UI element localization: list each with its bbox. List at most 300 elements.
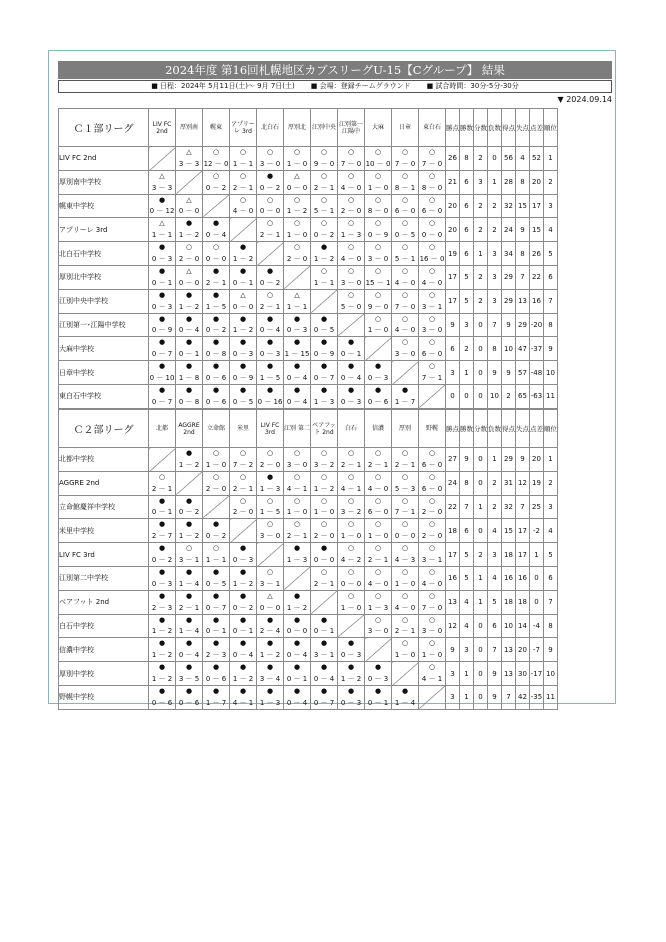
match-score: 0 － 7 <box>151 350 173 359</box>
result-mark: ○ <box>347 449 355 457</box>
result-mark: ○ <box>374 290 382 299</box>
match-result-cell <box>176 519 203 543</box>
stat-value: 7 <box>544 289 558 313</box>
match-score: 1 － 2 <box>178 532 200 541</box>
team-row <box>59 242 558 266</box>
opponent-header: 厚別南 <box>176 109 203 147</box>
info-bar <box>58 80 612 93</box>
match-score: 8 － 0 <box>367 207 389 216</box>
match-score: 0 － 6 <box>205 373 227 382</box>
result-mark: ● <box>158 338 166 347</box>
match-result-cell <box>230 685 257 709</box>
match-result-cell <box>149 590 176 614</box>
stat-value: 12 <box>516 471 530 495</box>
result-mark: ○ <box>185 243 193 252</box>
result-mark: ● <box>239 243 247 252</box>
result-mark: ● <box>320 544 328 553</box>
match-result-cell <box>284 471 311 495</box>
match-result-cell <box>176 218 203 242</box>
match-result-cell <box>176 147 203 171</box>
match-score: 0 － 4 <box>286 397 308 406</box>
result-mark: ● <box>158 496 166 505</box>
match-score: 0 － 5 <box>232 397 254 406</box>
match-score: 1 － 0 <box>313 508 335 517</box>
match-score: 4 － 1 <box>421 674 443 683</box>
stat-value: -63 <box>530 384 544 408</box>
stat-header: 順位 <box>544 410 558 448</box>
team-row <box>59 147 558 171</box>
result-mark: ○ <box>428 243 436 252</box>
result-mark: ○ <box>347 148 355 156</box>
result-mark: ● <box>293 338 301 347</box>
result-mark: ○ <box>266 496 274 505</box>
team-name: 米里中学校 <box>59 519 149 543</box>
match-result-cell <box>284 384 311 408</box>
match-score: 7 － 0 <box>394 302 416 311</box>
match-result-cell <box>365 194 392 218</box>
stat-value: 29 <box>516 313 530 337</box>
result-mark: ○ <box>212 243 220 252</box>
stat-value: 2 <box>474 289 488 313</box>
match-result-cell <box>365 361 392 385</box>
stat-value: 2 <box>474 218 488 242</box>
stat-value: 0 <box>474 384 488 408</box>
match-result-cell <box>203 361 230 385</box>
match-result-cell <box>338 519 365 543</box>
match-score: 3 － 2 <box>340 508 362 517</box>
team-row <box>59 614 558 638</box>
result-mark: ● <box>185 219 193 228</box>
match-result-cell <box>338 566 365 590</box>
stat-value: 17 <box>516 543 530 567</box>
self-match-cell <box>284 265 311 289</box>
result-mark: ○ <box>401 591 409 600</box>
match-score: 4 － 1 <box>340 484 362 493</box>
match-result-cell <box>284 519 311 543</box>
match-result-cell <box>392 289 419 313</box>
match-result-cell <box>257 361 284 385</box>
match-result-cell <box>284 242 311 266</box>
team-row <box>59 170 558 194</box>
match-result-cell <box>230 337 257 361</box>
stat-value: 13 <box>502 638 516 662</box>
match-score: 1 － 4 <box>394 698 416 707</box>
stat-value: 31 <box>502 471 516 495</box>
match-result-cell <box>392 242 419 266</box>
match-result-cell <box>284 614 311 638</box>
match-result-cell <box>365 614 392 638</box>
match-score: 4 － 0 <box>394 603 416 612</box>
match-score: 0 － 2 <box>205 183 227 192</box>
match-score: 2 － 1 <box>151 484 173 493</box>
match-result-cell <box>203 566 230 590</box>
team-row <box>59 590 558 614</box>
match-score: 1 － 2 <box>151 627 173 636</box>
match-score: 1 － 3 <box>340 231 362 240</box>
result-mark: ● <box>158 385 166 394</box>
match-score: 8 － 1 <box>394 183 416 192</box>
result-mark: ● <box>347 663 355 672</box>
team-row <box>59 289 558 313</box>
match-result-cell <box>149 289 176 313</box>
match-score: 1 － 2 <box>232 254 254 263</box>
result-mark: ○ <box>374 148 382 156</box>
match-score: 0 － 6 <box>205 397 227 406</box>
self-match-cell <box>419 685 446 709</box>
result-mark: ● <box>185 663 193 672</box>
match-result-cell <box>419 448 446 472</box>
result-mark: ○ <box>401 544 409 553</box>
result-mark: ● <box>266 266 274 275</box>
stat-value: 4 <box>460 614 474 638</box>
stat-value: -20 <box>530 313 544 337</box>
match-score: 2 － 1 <box>259 302 281 311</box>
result-mark: ○ <box>401 219 409 228</box>
league-table-c1 <box>58 108 558 409</box>
stat-value: -4 <box>530 614 544 638</box>
stat-value: 7 <box>488 313 502 337</box>
stat-header: 得点 <box>502 410 516 448</box>
match-score: 0 － 0 <box>205 254 227 263</box>
result-mark: ○ <box>374 449 382 457</box>
stat-header: 順位 <box>544 109 558 147</box>
match-score: 0 － 0 <box>232 302 254 311</box>
result-mark: ○ <box>239 496 247 505</box>
match-result-cell <box>365 495 392 519</box>
match-score: 3 － 3 <box>151 183 173 192</box>
team-name: 江別第一･江陽中学校 <box>59 313 149 337</box>
opponent-header: 北白石 <box>257 109 284 147</box>
match-score: 4 － 0 <box>340 183 362 192</box>
league-name: Ｃ２部リーグ <box>59 410 149 448</box>
result-mark: ● <box>212 314 220 323</box>
opponent-header: 東白石 <box>419 109 446 147</box>
stat-value: 57 <box>516 361 530 385</box>
match-result-cell <box>392 313 419 337</box>
match-score: 3 － 0 <box>367 254 389 263</box>
match-score: 2 － 0 <box>205 484 227 493</box>
team-row <box>59 361 558 385</box>
self-match-cell <box>392 361 419 385</box>
match-score: 1 － 2 <box>232 674 254 683</box>
result-mark: ● <box>266 639 274 648</box>
match-result-cell <box>284 218 311 242</box>
match-result-cell <box>203 448 230 472</box>
match-score: 0 － 2 <box>259 278 281 287</box>
match-score: 1 － 0 <box>286 231 308 240</box>
stat-value: 7 <box>488 638 502 662</box>
result-mark: ○ <box>347 520 355 529</box>
stat-value: 17 <box>530 194 544 218</box>
team-row <box>59 337 558 361</box>
match-result-cell <box>338 384 365 408</box>
team-name: 立命館慶祥中学校 <box>59 495 149 519</box>
match-score: 4 － 0 <box>232 207 254 216</box>
stat-value: -35 <box>530 685 544 709</box>
result-mark: ● <box>239 385 247 394</box>
match-score: 1 － 3 <box>286 555 308 564</box>
match-score: 1 － 3 <box>259 698 281 707</box>
result-mark: ● <box>266 171 274 180</box>
stat-header: 勝数 <box>460 410 474 448</box>
match-result-cell <box>203 289 230 313</box>
stat-value: 1 <box>474 495 488 519</box>
match-result-cell <box>149 471 176 495</box>
stat-value: 24 <box>502 218 516 242</box>
match-result-cell <box>230 448 257 472</box>
match-score: 1 － 2 <box>286 207 308 216</box>
match-result-cell <box>392 685 419 709</box>
match-result-cell <box>311 448 338 472</box>
league-name: Ｃ１部リーグ <box>59 109 149 147</box>
match-score: 12 － 0 <box>203 159 229 168</box>
result-mark: ○ <box>428 520 436 529</box>
result-mark: ● <box>158 639 166 648</box>
match-score: 1 － 0 <box>367 183 389 192</box>
result-mark: ○ <box>401 615 409 624</box>
stat-value: 4 <box>488 519 502 543</box>
result-mark: ○ <box>428 615 436 624</box>
match-result-cell <box>230 384 257 408</box>
team-row <box>59 519 558 543</box>
stat-value: 7 <box>516 495 530 519</box>
match-score: 0 － 1 <box>151 508 173 517</box>
match-score: 0 － 7 <box>313 698 335 707</box>
stat-value: 5 <box>544 543 558 567</box>
match-result-cell <box>419 590 446 614</box>
result-mark: ● <box>212 520 220 529</box>
opponent-header: 江別 第二 <box>284 410 311 448</box>
match-score: 3 － 1 <box>421 555 443 564</box>
result-mark: ● <box>158 362 166 371</box>
result-mark: ● <box>320 615 328 624</box>
match-result-cell <box>230 147 257 171</box>
stat-value: 1 <box>544 448 558 472</box>
match-result-cell <box>419 638 446 662</box>
result-mark: ○ <box>347 171 355 180</box>
result-mark: ● <box>266 686 274 695</box>
match-score: 2 － 0 <box>313 532 335 541</box>
match-score: 5 － 1 <box>394 254 416 263</box>
stat-header: 勝点 <box>446 410 460 448</box>
match-result-cell <box>176 289 203 313</box>
stat-value: 1 <box>474 242 488 266</box>
stat-value: 0 <box>474 448 488 472</box>
self-match-cell <box>338 313 365 337</box>
match-score: 2 － 1 <box>394 627 416 636</box>
result-mark: ● <box>266 615 274 624</box>
stat-value: 6 <box>544 265 558 289</box>
stat-value: 1 <box>488 170 502 194</box>
result-mark: ○ <box>428 171 436 180</box>
result-mark: ● <box>185 314 193 323</box>
match-result-cell <box>257 519 284 543</box>
result-mark: ○ <box>374 520 382 529</box>
result-mark: ● <box>158 663 166 672</box>
match-result-cell <box>230 662 257 686</box>
match-result-cell <box>392 194 419 218</box>
result-mark: ○ <box>266 148 274 156</box>
stat-value: -7 <box>530 638 544 662</box>
match-result-cell <box>176 337 203 361</box>
stat-value: 26 <box>530 242 544 266</box>
match-result-cell <box>203 147 230 171</box>
match-score: 1 － 0 <box>205 460 227 469</box>
match-result-cell <box>365 265 392 289</box>
stat-value: 2 <box>544 471 558 495</box>
match-result-cell <box>365 313 392 337</box>
result-mark: ● <box>239 591 247 600</box>
stat-header: 勝数 <box>460 109 474 147</box>
result-mark: ● <box>212 266 220 275</box>
match-score: 0 － 4 <box>340 373 362 382</box>
result-mark: △ <box>159 219 165 228</box>
match-score: 4 － 0 <box>394 278 416 287</box>
match-result-cell <box>230 471 257 495</box>
match-score: 4 － 0 <box>367 484 389 493</box>
match-score: 0 － 9 <box>151 326 173 335</box>
stat-value: 3 <box>460 313 474 337</box>
match-score: 1 － 2 <box>340 674 362 683</box>
match-result-cell <box>392 448 419 472</box>
match-result-cell <box>284 361 311 385</box>
match-score: 0 － 3 <box>232 350 254 359</box>
result-mark: ● <box>320 362 328 371</box>
stat-value: 8 <box>516 170 530 194</box>
match-score: 2 － 1 <box>286 532 308 541</box>
match-score: 0 － 6 <box>367 397 389 406</box>
result-mark: ○ <box>428 266 436 275</box>
self-match-cell <box>284 566 311 590</box>
stat-value: 10 <box>544 662 558 686</box>
team-name: 幌東中学校 <box>59 194 149 218</box>
team-row <box>59 495 558 519</box>
match-score: 1 － 3 <box>313 397 335 406</box>
match-score: 0 － 4 <box>232 651 254 660</box>
match-result-cell <box>392 147 419 171</box>
match-result-cell <box>230 170 257 194</box>
stat-value: 13 <box>446 590 460 614</box>
stat-value: 16 <box>502 566 516 590</box>
result-mark: ● <box>239 663 247 672</box>
match-score: 0 － 5 <box>313 326 335 335</box>
result-mark: ○ <box>428 544 436 553</box>
stat-value: 17 <box>446 289 460 313</box>
stat-value: 29 <box>502 448 516 472</box>
stat-value: 5 <box>544 242 558 266</box>
stat-value: 28 <box>502 170 516 194</box>
result-mark: ○ <box>347 219 355 228</box>
match-score: 6 － 0 <box>421 350 443 359</box>
match-result-cell <box>284 590 311 614</box>
team-row <box>59 566 558 590</box>
result-mark: ○ <box>428 663 436 672</box>
match-score: 0 － 0 <box>421 231 443 240</box>
match-result-cell <box>392 566 419 590</box>
match-result-cell <box>203 519 230 543</box>
match-score: 0 － 3 <box>232 555 254 564</box>
match-score: 7 － 1 <box>394 508 416 517</box>
match-result-cell <box>284 685 311 709</box>
stat-header: 分数 <box>474 410 488 448</box>
stat-value: 56 <box>502 147 516 171</box>
match-score: 7 － 0 <box>421 603 443 612</box>
match-result-cell <box>365 170 392 194</box>
result-mark: ● <box>212 567 220 576</box>
stat-value: 3 <box>544 194 558 218</box>
stat-value: -2 <box>530 519 544 543</box>
match-score: 0 － 10 <box>149 373 175 382</box>
result-mark: ○ <box>401 567 409 576</box>
stat-value: 0 <box>474 519 488 543</box>
match-score: 1 － 0 <box>286 159 308 168</box>
result-mark: ● <box>239 615 247 624</box>
result-mark: ○ <box>266 449 274 457</box>
match-result-cell <box>392 614 419 638</box>
team-row <box>59 265 558 289</box>
match-result-cell <box>257 337 284 361</box>
match-result-cell <box>365 242 392 266</box>
match-result-cell <box>311 638 338 662</box>
stat-value: 1 <box>460 662 474 686</box>
stat-value: 8 <box>544 313 558 337</box>
match-score: 0 － 4 <box>259 326 281 335</box>
result-mark: ○ <box>266 567 274 576</box>
match-result-cell <box>176 685 203 709</box>
match-result-cell <box>176 638 203 662</box>
match-score: 3 － 2 <box>313 460 335 469</box>
stat-value: 10 <box>488 384 502 408</box>
result-mark: ○ <box>212 148 220 156</box>
result-mark: ○ <box>428 148 436 156</box>
match-result-cell <box>176 242 203 266</box>
match-result-cell <box>338 638 365 662</box>
league-table-c2 <box>58 409 558 710</box>
stat-value: 1 <box>460 361 474 385</box>
match-result-cell <box>338 265 365 289</box>
result-mark: ● <box>239 639 247 648</box>
stat-value: 0 <box>530 566 544 590</box>
match-result-cell <box>338 170 365 194</box>
match-score: 2 － 1 <box>313 183 335 192</box>
match-result-cell <box>176 194 203 218</box>
match-score: 0 － 12 <box>149 207 175 216</box>
match-score: 3 － 0 <box>421 627 443 636</box>
stat-header: 点差 <box>530 410 544 448</box>
match-result-cell <box>419 662 446 686</box>
self-match-cell <box>257 242 284 266</box>
stat-value: 0 <box>446 384 460 408</box>
match-result-cell <box>176 590 203 614</box>
result-mark: ● <box>266 663 274 672</box>
match-score: 1 － 0 <box>421 651 443 660</box>
match-score: 2 － 0 <box>340 207 362 216</box>
team-row <box>59 685 558 709</box>
self-match-cell <box>230 218 257 242</box>
match-result-cell <box>149 543 176 567</box>
result-mark: ○ <box>401 338 409 347</box>
opponent-header: 江別中央 <box>311 109 338 147</box>
result-mark: ● <box>212 219 220 228</box>
result-mark: △ <box>294 290 300 299</box>
match-result-cell <box>203 170 230 194</box>
result-mark: ○ <box>320 472 328 481</box>
match-score: 6 － 0 <box>367 508 389 517</box>
match-result-cell <box>284 289 311 313</box>
stat-value: -37 <box>530 337 544 361</box>
match-result-cell <box>230 194 257 218</box>
match-score: 1 － 1 <box>151 231 173 240</box>
